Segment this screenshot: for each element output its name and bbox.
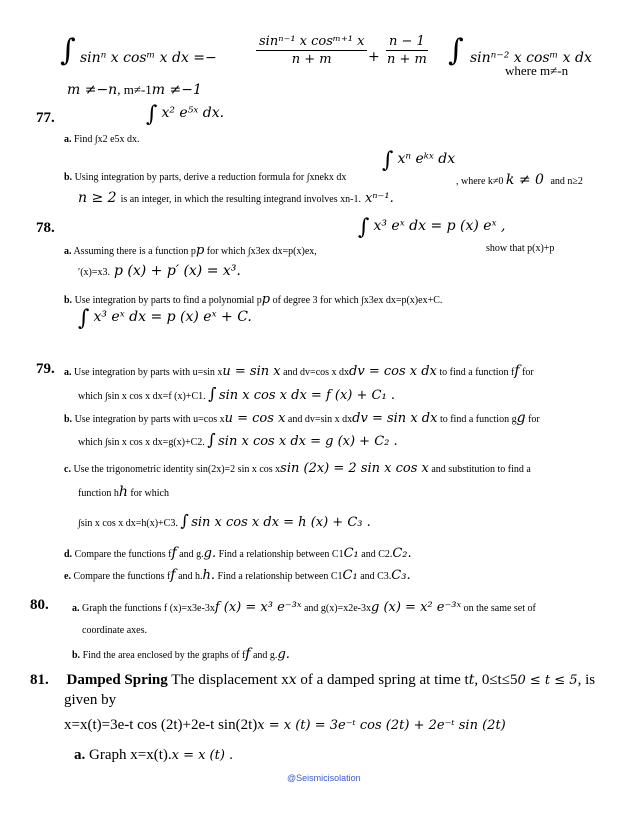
problem-77b-integral: ∫ xⁿ eᵏˣ dx [382,148,456,173]
show-that-text: show that p(x)+p [486,243,555,254]
condition-line: m ≠−n, m≠-1m ≠−1 [67,82,202,98]
part-c: c. Use the trigonometric identity sin(2x)=2 sin x cos xsin (2x) = 2 sin x cos x and substitution to find a [64,461,531,476]
part-a-line2: which ∫sin x cos x dx=f (x)+C1. ∫ sin x cos x dx = f (x) + C₁ . [78,384,395,403]
where-text: where m≠-n [505,63,569,78]
part-b-line2: which ∫sin x cos x dx=g(x)+C2. ∫ sin x cos x dx = g (x) + C₂ . [78,430,398,449]
part-b-line2: n ≥ 2 is an integer, in which the resulting integrand involves xn-1. xⁿ⁻¹. [78,190,394,206]
part-c-line2: function hh for which [78,484,169,500]
part-b: b. Use integration by parts to find a polynomial pp of degree 3 for which ∫x3ex dx=p(x)ex+C. [64,292,443,307]
part-b: b. Find the area enclosed by the graphs of ff and g.g. [72,646,290,662]
problem-number: 79. [36,361,55,377]
problem-81-line1: 81. Damped Spring The displacement xx of a damped spring at time tt, 0≤t≤50 ≤ t ≤ 5, is [30,672,596,688]
part-a: a. Use integration by parts with u=sin xu = sin x and dv=cos x dxdv = cos x dx to find a function ff for [64,363,534,379]
problem-number: 77. [36,110,55,126]
reduction-lhs: sinⁿ x cosᵐ x dx =− [80,50,217,66]
condition-k: , where k≠0 k ≠ 0 and n≥2 [456,172,583,188]
reduction-rhs: sinⁿ⁻² x cosᵐ x dx [470,50,592,66]
problem-78-integral: ∫ x³ eˣ dx = p (x) eˣ , [358,215,506,240]
part-a-line2: ′(x)=x3. p (x) + p′ (x) = x³. [78,263,241,279]
problem-number: 78. [36,220,55,236]
footer-watermark: @Seismicisolation [287,773,361,783]
part-b: b. Use integration by parts with u=cos xu = cos x and dv=sin x dxdv = sin x dx to find a function gg for [64,410,540,426]
part-a-line2: coordinate axes. [82,625,147,636]
problem-81-line2: given by [64,692,117,708]
reduction-frac1: $\frac{\text{sinⁿ⁻¹ x cosᵐ⁺¹ x}}{n + m}$ [256,34,367,67]
reduction-frac2: $\frac{n - 1}{n + m}$ [386,34,427,67]
part-b: b. Using integration by parts, derive a reduction formula for ∫xnekx dx [64,172,347,183]
integral-sign: ∫ [60,33,76,68]
part-c-line3: ∫sin x cos x dx=h(x)+C3. ∫ sin x cos x dx = h (x) + C₃ . [78,511,371,530]
problem-78b-display: ∫ x³ eˣ dx = p (x) eˣ + C. [78,306,252,331]
part-a: a. Graph the functions f (x)=x3e-3xf (x) = x³ e⁻³ˣ and g(x)=x2e-3xg (x) = x² e⁻³ˣ on the same set of [72,600,536,615]
plus-sign: + [368,49,380,65]
integral-sign: ∫ [448,33,464,68]
part-a: a. Assuming there is a function pp for which ∫x3ex dx=p(x)ex, [64,243,317,258]
part-e: e. Compare the functions ff and h.h. Find a relationship between C1C₁ and C3.C₃. [64,567,411,583]
problem-77-integral: ∫ x² e⁵ˣ dx. [146,102,225,127]
problem-81-line3: x=x(t)=3e-t cos (2t)+2e-t sin(2t)x = x (t) = 3e⁻ᵗ cos (2t) + 2e⁻ᵗ sin (2t) [64,717,506,733]
problem-81-part-a: a. Graph x=x(t).x = x (t) . [74,747,234,763]
problem-number: 80. [30,597,49,613]
part-d: d. Compare the functions ff and g.g. Find a relationship between C1C₁ and C2.C₂. [64,545,412,561]
part-a: a. Find ∫x2 e5x dx. [64,134,140,145]
